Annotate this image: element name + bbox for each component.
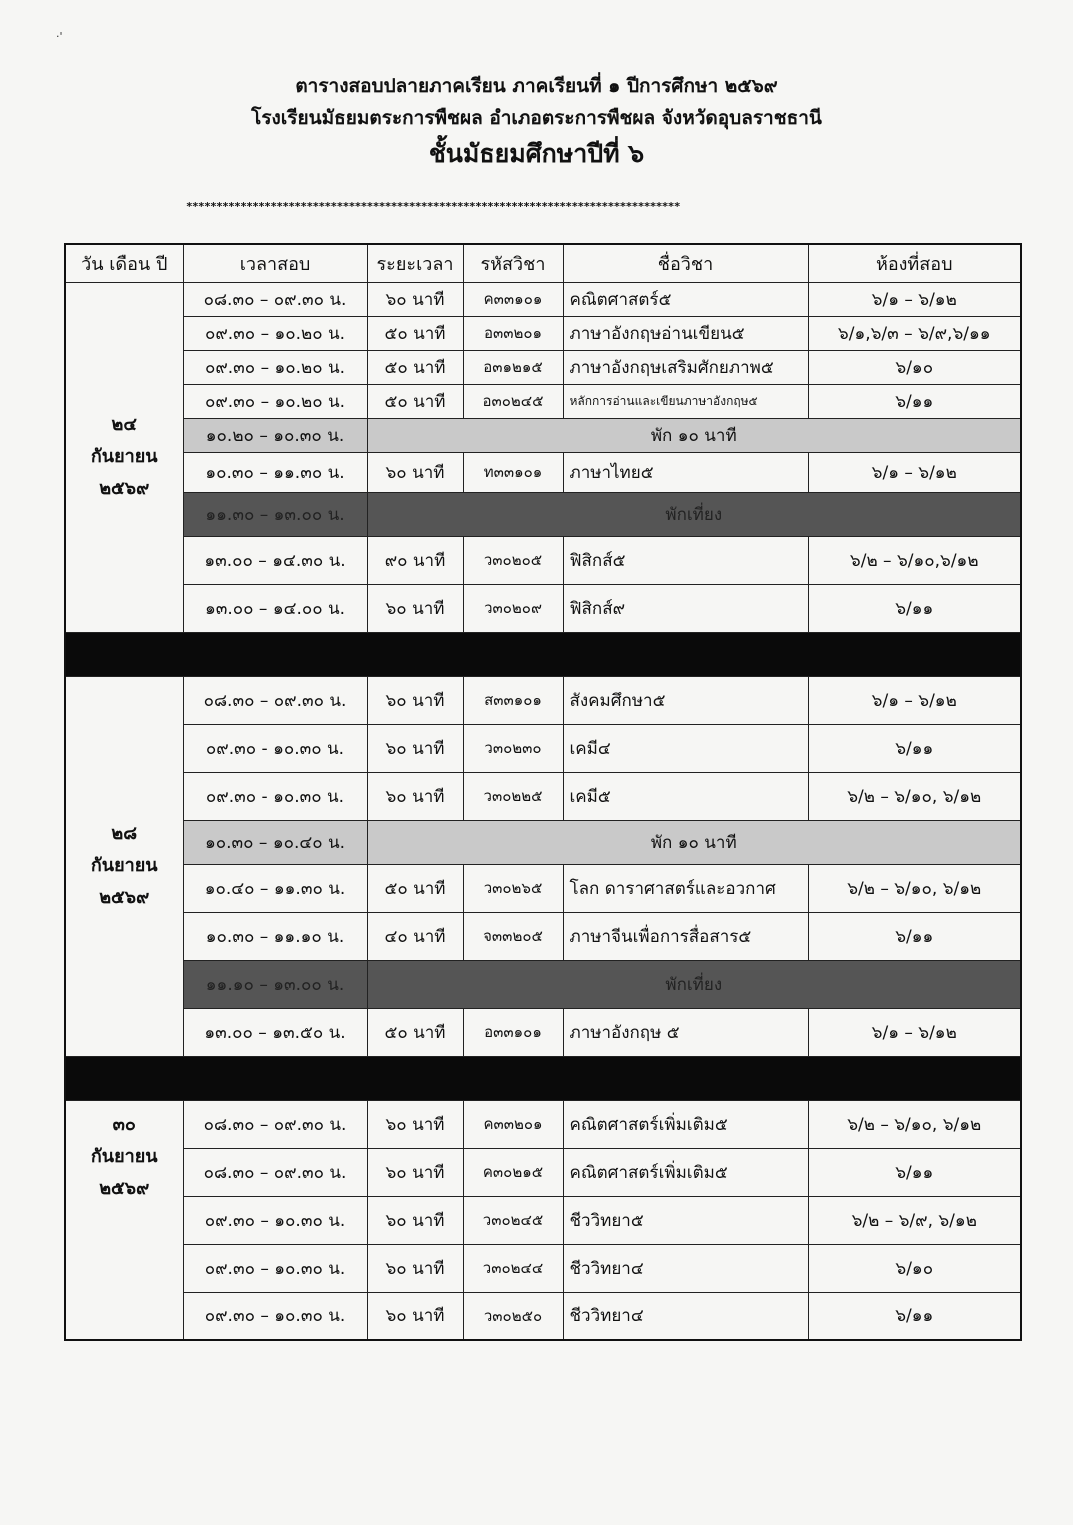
exam-time: ๑๐.๓๐ – ๑๑.๑๐ น.	[183, 912, 367, 960]
grade-level: ชั้นมัธยมศึกษาปีที่ ๖	[428, 139, 645, 168]
scan-speck: ·'	[56, 30, 63, 43]
table-row	[65, 1244, 1021, 1292]
exam-room: ๖/๑,๖/๓ – ๖/๙,๖/๑๑	[808, 316, 1021, 350]
subject-code: ว๓๐๒๕๐	[463, 1292, 563, 1340]
exam-room: ๖/๑๑	[808, 384, 1021, 418]
subject-name: ชีววิทยา๕	[563, 1196, 808, 1244]
exam-room: ๖/๒ – ๖/๑๐, ๖/๑๒	[808, 1100, 1021, 1148]
table-row	[65, 384, 1021, 418]
date-day: ๒๔	[111, 414, 137, 435]
exam-date	[65, 676, 183, 1056]
subject-code: จ๓๓๒๐๕	[463, 912, 563, 960]
break-time: ๑๑.๓๐ – ๑๓.๐๐ น.	[183, 492, 367, 536]
subject-name: ภาษาจีนเพื่อการสื่อสาร๕	[563, 912, 808, 960]
break-row	[65, 418, 1021, 452]
subject-code: ว๓๐๒๐๙	[463, 584, 563, 632]
exam-time: ๑๓.๐๐ – ๑๔.๐๐ น.	[183, 584, 367, 632]
exam-time: ๑๓.๐๐ – ๑๓.๕๐ น.	[183, 1008, 367, 1056]
document-header	[0, 70, 1073, 174]
subject-name: หลักการอ่านและเขียนภาษาอังกฤษ๕	[563, 384, 808, 418]
day-separator	[65, 632, 1021, 676]
exam-room: ๖/๒ – ๖/๑๐, ๖/๑๒	[808, 772, 1021, 820]
subject-name: ชีววิทยา๔	[563, 1244, 808, 1292]
subject-name: โลก ดาราศาสตร์และอวกาศ	[563, 864, 808, 912]
table-row	[65, 912, 1021, 960]
break-label: พัก ๑๐ นาที	[367, 418, 1021, 452]
table-row	[65, 282, 1021, 316]
exam-room: ๖/๑ – ๖/๑๒	[808, 676, 1021, 724]
break-time: ๑๑.๑๐ – ๑๓.๐๐ น.	[183, 960, 367, 1008]
subject-name: ฟิสิกส์๙	[563, 584, 808, 632]
table-row	[65, 1008, 1021, 1056]
exam-duration: ๕๐ นาที	[367, 1008, 463, 1056]
exam-time: ๐๘.๓๐ – ๐๙.๓๐ น.	[183, 676, 367, 724]
table-row	[65, 584, 1021, 632]
exam-duration: ๖๐ นาที	[367, 676, 463, 724]
table-row	[65, 452, 1021, 492]
subject-name: สังคมศึกษา๕	[563, 676, 808, 724]
subject-name: คณิตศาสตร์๕	[563, 282, 808, 316]
lunch-break-row	[65, 492, 1021, 536]
exam-title: ตารางสอบปลายภาคเรียน ภาคเรียนที่ ๑ ปีการศึกษา ๒๕๖๙	[295, 75, 778, 97]
subject-name: ฟิสิกส์๕	[563, 536, 808, 584]
exam-time: ๑๐.๓๐ – ๑๑.๓๐ น.	[183, 452, 367, 492]
exam-room: ๖/๒ – ๖/๙, ๖/๑๒	[808, 1196, 1021, 1244]
exam-room: ๖/๑๑	[808, 584, 1021, 632]
exam-duration: ๖๐ นาที	[367, 1244, 463, 1292]
header-room: ห้องที่สอบ	[808, 244, 1021, 282]
exam-room: ๖/๑๑	[808, 912, 1021, 960]
subject-code: ว๓๐๒๓๐	[463, 724, 563, 772]
subject-code: ส๓๓๑๐๑	[463, 676, 563, 724]
exam-time: ๐๙.๓๐ – ๑๐.๒๐ น.	[183, 316, 367, 350]
date-month: กันยายน	[90, 855, 158, 876]
break-time: ๑๐.๒๐ – ๑๐.๓๐ น.	[183, 418, 367, 452]
header-date: วัน เดือน ปี	[65, 244, 183, 282]
exam-time: ๐๘.๓๐ – ๐๙.๓๐ น.	[183, 1100, 367, 1148]
table-row	[65, 1148, 1021, 1196]
exam-time: ๑๓.๐๐ – ๑๔.๓๐ น.	[183, 536, 367, 584]
table-row	[65, 350, 1021, 384]
subject-code: ค๓๐๒๑๕	[463, 1148, 563, 1196]
exam-time: ๑๐.๔๐ – ๑๑.๓๐ น.	[183, 864, 367, 912]
exam-date	[65, 282, 183, 632]
header-code: รหัสวิชา	[463, 244, 563, 282]
exam-duration: ๖๐ นาที	[367, 724, 463, 772]
subject-code: ว๓๐๒๐๕	[463, 536, 563, 584]
separator-line: **********************************************************************************	[186, 200, 680, 213]
exam-duration: ๕๐ นาที	[367, 384, 463, 418]
exam-time: ๐๙.๓๐ – ๑๐.๓๐ น.	[183, 1244, 367, 1292]
subject-code: ว๓๐๒๔๔	[463, 1244, 563, 1292]
break-row	[65, 820, 1021, 864]
day-separator-row	[65, 1056, 1021, 1100]
subject-name: ภาษาอังกฤษอ่านเขียน๕	[563, 316, 808, 350]
table-row	[65, 536, 1021, 584]
school-name: โรงเรียนมัธยมตระการพืชผล อำเภอตระการพืชผล จังหวัดอุบลราชธานี	[251, 107, 822, 129]
subject-code: อ๓๓๑๐๑	[463, 1008, 563, 1056]
exam-room: ๖/๑๑	[808, 724, 1021, 772]
subject-code: อ๓๑๒๑๕	[463, 350, 563, 384]
exam-duration: ๖๐ นาที	[367, 772, 463, 820]
break-label: พักเที่ยง	[367, 492, 1021, 536]
subject-name: ชีววิทยา๔	[563, 1292, 808, 1340]
subject-name: ภาษาอังกฤษเสริมศักยภาพ๕	[563, 350, 808, 384]
subject-name: ภาษาไทย๕	[563, 452, 808, 492]
header-duration: ระยะเวลา	[367, 244, 463, 282]
exam-time: ๐๙.๓๐ – ๑๐.๓๐ น.	[183, 1292, 367, 1340]
exam-duration: ๖๐ นาที	[367, 1196, 463, 1244]
table-row	[65, 864, 1021, 912]
exam-time: ๐๙.๓๐ - ๑๐.๓๐ น.	[183, 772, 367, 820]
break-time: ๑๐.๓๐ – ๑๐.๔๐ น.	[183, 820, 367, 864]
exam-time: ๐๙.๓๐ – ๑๐.๒๐ น.	[183, 384, 367, 418]
break-label: พักเที่ยง	[367, 960, 1021, 1008]
exam-duration: ๖๐ นาที	[367, 1292, 463, 1340]
date-month: กันยายน	[90, 1145, 158, 1167]
exam-room: ๖/๑ – ๖/๑๒	[808, 282, 1021, 316]
date-year: ๒๕๖๙	[99, 478, 150, 499]
exam-duration: ๕๐ นาที	[367, 350, 463, 384]
table-row	[65, 1100, 1021, 1148]
table-row	[65, 1196, 1021, 1244]
date-month: กันยายน	[90, 446, 158, 467]
subject-code: อ๓๓๒๐๑	[463, 316, 563, 350]
subject-name: เคมี๕	[563, 772, 808, 820]
exam-room: ๖/๒ – ๖/๑๐,๖/๑๒	[808, 536, 1021, 584]
subject-name: คณิตศาสตร์เพิ่มเติม๕	[563, 1100, 808, 1148]
exam-room: ๖/๑๑	[808, 1292, 1021, 1340]
subject-code: ค๓๓๑๐๑	[463, 282, 563, 316]
table-row	[65, 1292, 1021, 1340]
date-day: ๓๐	[112, 1113, 136, 1135]
exam-duration: ๕๐ นาที	[367, 864, 463, 912]
exam-time: ๐๘.๓๐ – ๐๙.๓๐ น.	[183, 1148, 367, 1196]
header-time: เวลาสอบ	[183, 244, 367, 282]
break-label: พัก ๑๐ นาที	[367, 820, 1021, 864]
date-year: ๒๕๖๙	[99, 1177, 150, 1199]
exam-duration: ๖๐ นาที	[367, 584, 463, 632]
subject-code: ค๓๓๒๐๑	[463, 1100, 563, 1148]
exam-duration: ๖๐ นาที	[367, 452, 463, 492]
exam-room: ๖/๑๐	[808, 1244, 1021, 1292]
exam-duration: ๖๐ นาที	[367, 1148, 463, 1196]
subject-code: ว๓๐๒๔๕	[463, 1196, 563, 1244]
table-row	[65, 724, 1021, 772]
subject-code: อ๓๐๒๔๕	[463, 384, 563, 418]
exam-schedule-table	[64, 243, 1022, 1341]
exam-duration: ๔๐ นาที	[367, 912, 463, 960]
exam-duration: ๖๐ นาที	[367, 282, 463, 316]
exam-room: ๖/๑ – ๖/๑๒	[808, 1008, 1021, 1056]
exam-time: ๐๙.๓๐ – ๑๐.๓๐ น.	[183, 1196, 367, 1244]
exam-room: ๖/๒ – ๖/๑๐, ๖/๑๒	[808, 864, 1021, 912]
subject-code: ว๓๐๒๒๕	[463, 772, 563, 820]
subject-name: คณิตศาสตร์เพิ่มเติม๕	[563, 1148, 808, 1196]
exam-room: ๖/๑๑	[808, 1148, 1021, 1196]
exam-duration: ๙๐ นาที	[367, 536, 463, 584]
header-subject: ชื่อวิชา	[563, 244, 808, 282]
exam-room: ๖/๑ – ๖/๑๒	[808, 452, 1021, 492]
subject-code: ว๓๐๒๖๕	[463, 864, 563, 912]
exam-room: ๖/๑๐	[808, 350, 1021, 384]
date-day: ๒๘	[111, 823, 138, 844]
exam-time: ๐๙.๓๐ - ๑๐.๓๐ น.	[183, 724, 367, 772]
subject-code: ท๓๓๑๐๑	[463, 452, 563, 492]
subject-name: ภาษาอังกฤษ ๕	[563, 1008, 808, 1056]
day-separator	[65, 1056, 1021, 1100]
table-row	[65, 676, 1021, 724]
table-row	[65, 772, 1021, 820]
table-header-row	[65, 244, 1021, 282]
table-row	[65, 316, 1021, 350]
exam-duration: ๖๐ นาที	[367, 1100, 463, 1148]
exam-time: ๐๙.๓๐ – ๑๐.๒๐ น.	[183, 350, 367, 384]
lunch-break-row	[65, 960, 1021, 1008]
day-separator-row	[65, 632, 1021, 676]
subject-name: เคมี๔	[563, 724, 808, 772]
exam-time: ๐๘.๓๐ – ๐๙.๓๐ น.	[183, 282, 367, 316]
exam-date	[65, 1100, 183, 1340]
date-year: ๒๕๖๙	[99, 887, 150, 908]
exam-duration: ๕๐ นาที	[367, 316, 463, 350]
